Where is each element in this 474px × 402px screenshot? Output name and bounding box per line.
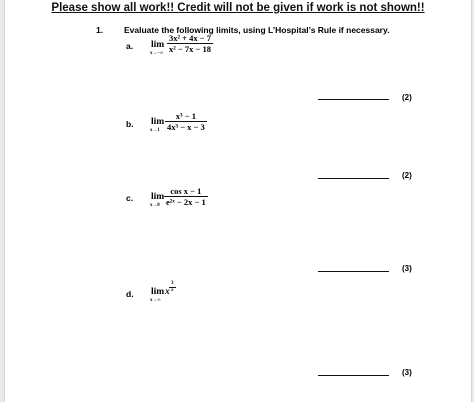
part-a-points: (2) [402,93,412,102]
question-number: 1. [96,25,104,35]
part-a-approach: x→−∞ [150,51,164,56]
part-d-lim: lim [151,287,165,297]
part-a-denominator: x² − 7x − 18 [169,44,211,54]
part-c-answer-line[interactable] [318,271,389,272]
part-c-label: c. [126,193,134,203]
part-d-answer-line[interactable] [318,375,389,376]
part-b-numerator: x³ − 1 [175,111,196,121]
part-b-label: b. [126,119,134,129]
part-a-answer-line[interactable] [318,99,389,100]
worksheet-page [4,0,472,402]
part-d-base: x [165,287,170,297]
part-d-approach: x→∞ [150,298,161,303]
part-a-fraction [167,33,213,54]
part-a-label: a. [126,41,134,51]
part-a-numerator: 3x² + 4x − 7 [169,33,211,43]
part-b-lim: lim [151,117,165,127]
part-c-fraction [164,186,208,207]
part-b-fraction [165,111,207,132]
part-a-lim: lim [151,40,165,50]
part-d-label: d. [126,289,134,299]
part-c-lim: lim [151,192,165,202]
question-instruction: Evaluate the following limits, using L’Hospital’s Rule if necessary. [124,25,390,35]
part-d-points: (3) [402,368,412,377]
part-b-points: (2) [402,171,412,180]
part-c-points: (3) [402,264,412,273]
part-b-denominator: 4x³ − x − 3 [167,122,205,132]
part-b-approach: x→1 [150,128,160,133]
part-d-exponent [169,281,176,294]
part-c-approach: x→0 [150,203,160,208]
part-d-exponent-denominator: x [171,288,174,293]
instructions-header: Please show all work!! Credit will not be given if work is not shown!! [51,2,425,14]
part-b-answer-line[interactable] [318,178,389,179]
part-c-denominator: e²ˣ − 2x − 1 [166,197,206,207]
part-d-exponent-numerator: 3 [171,281,174,286]
part-c-numerator: cos x − 1 [170,186,202,196]
